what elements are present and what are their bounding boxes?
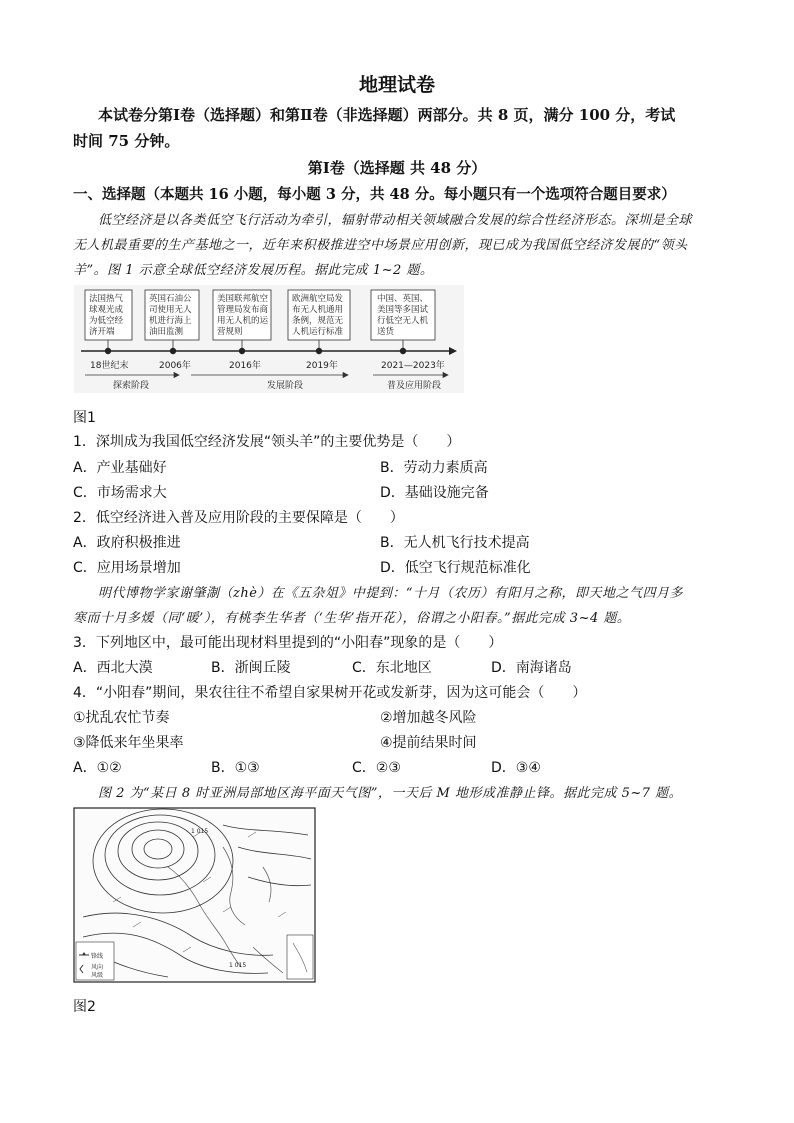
- map-legend: [76, 942, 114, 980]
- intro-line-1: 本试卷分第Ⅰ卷（选择题）和第Ⅱ卷（非选择题）两部分。共 8 页，满分 100 分，考试: [98, 106, 676, 124]
- q4-option-d[interactable]: D．③④: [491, 760, 541, 776]
- isobar-label-2: 1 015: [229, 962, 247, 969]
- q2-stem: 2．低空经济进入普及应用阶段的主要保障是（ ）: [73, 510, 404, 526]
- figure2-weather-map: [73, 807, 316, 983]
- q3-option-c[interactable]: C．东北地区: [352, 660, 432, 676]
- timeline-year-5: 2021—2023年: [381, 361, 445, 371]
- q2-option-d[interactable]: D．低空飞行规范标准化: [380, 560, 531, 576]
- q4-stem: 4．“小阳春”期间，果农往往不希望自家果树开花或发新芽，因为这可能会（ ）: [73, 685, 587, 701]
- timeline-point-2: [170, 348, 176, 354]
- legend-wind-direction: 风向: [91, 964, 104, 971]
- section1-heading: 一、选择题（本题共 16 小题，每小题 3 分，共 48 分。每小题只有一个选项符合题目要求）: [73, 186, 676, 203]
- passage3: 图 2 为“某日 8 时亚洲局部地区海平面天气图”，一天后 M 地形成准静止锋。据此完成 5~7 题。: [98, 786, 683, 801]
- phase-popular: 普及应用阶段: [387, 381, 442, 391]
- timeline-box-3-text: 美国联邦航空管理局发布商用无人机的运营规则: [217, 294, 269, 337]
- q4-statement-3: ③降低来年坐果率: [73, 735, 184, 751]
- q3-option-b[interactable]: B．浙闽丘陵: [211, 660, 291, 676]
- passage1-line-1: 低空经济是以各类低空飞行活动为牵引，辐射带动相关领域融合发展的综合性经济形态。深圳是全球: [98, 213, 693, 228]
- phase-develop: 发展阶段: [267, 381, 304, 391]
- intro-line-2: 时间 75 分钟。: [73, 132, 180, 150]
- timeline-year-4: 2019年: [306, 361, 338, 371]
- timeline-year-3: 2016年: [229, 361, 261, 371]
- q3-option-a[interactable]: A．西北大漠: [73, 660, 153, 676]
- q2-option-a[interactable]: A．政府积极推进: [73, 535, 181, 551]
- timeline-point-1: [105, 348, 111, 354]
- q4-option-a[interactable]: A．①②: [73, 760, 122, 776]
- q1-stem: 1．深圳成为我国低空经济发展“领头羊”的主要优势是（ ）: [73, 434, 461, 450]
- page-title: 地理试卷: [358, 74, 435, 96]
- q4-option-c[interactable]: C．②③: [352, 760, 401, 776]
- q4-option-b[interactable]: B．①③: [211, 760, 260, 776]
- timeline-point-5: [400, 348, 406, 354]
- inset-map: [287, 935, 313, 979]
- q4-statement-1: ①扰乱农忙节奏: [73, 710, 170, 726]
- figure2-caption: 图2: [73, 999, 96, 1015]
- isobar-label-1: 1 015: [191, 828, 209, 835]
- q1-option-b[interactable]: B．劳动力素质高: [380, 460, 488, 476]
- q2-option-b[interactable]: B．无人机飞行技术提高: [380, 535, 530, 551]
- q1-option-c[interactable]: C．市场需求大: [73, 485, 167, 501]
- passage2-line-1: 明代博物学家谢肇淛（zhè）在《五杂俎》中提到：“十月（农历）有阳月之称，即天地之气四月多: [98, 586, 684, 601]
- timeline-year-1: 18世纪末: [90, 361, 129, 371]
- passage1-line-3: 羊”。图 1 示意全球低空经济发展历程。据此完成 1~2 题。: [73, 263, 434, 278]
- q1-option-d[interactable]: D．基础设施完备: [380, 485, 489, 501]
- passage1-line-2: 无人机最重要的生产基地之一，近年来积极推进空中场景应用创新，现已成为我国低空经济发展的“领头: [73, 238, 688, 253]
- timeline-point-4: [316, 348, 322, 354]
- timeline-box-5-text: 中国、英国、美国等多国试行低空无人机送货: [377, 294, 429, 337]
- q3-stem: 3．下列地区中，最可能出现材料里提到的“小阳春”现象的是（ ）: [73, 635, 503, 651]
- legend-wind-level: 风级: [91, 972, 104, 979]
- q4-statement-4: ④提前结果时间: [380, 735, 477, 751]
- timeline-point-3: [239, 348, 245, 354]
- phase-explore: 探索阶段: [113, 381, 150, 391]
- timeline-box-2-text: 英国石油公司使用无人机进行海上油田监测: [149, 294, 192, 337]
- q2-option-c[interactable]: C．应用场景增加: [73, 560, 181, 576]
- legend-front: 锋线: [91, 953, 104, 960]
- timeline-box-4-text: 欧洲航空局发布无人机通用条例，规范无人机运行标准: [292, 294, 344, 337]
- q3-option-d[interactable]: D．南海诸岛: [491, 660, 572, 676]
- timeline-year-2: 2006年: [159, 361, 191, 371]
- q4-statement-2: ②增加越冬风险: [380, 710, 477, 726]
- figure1-caption: 图1: [73, 410, 96, 426]
- figure1-timeline: [73, 284, 465, 394]
- passage2-line-2: 寒而十月多煖（同‘暖’），有桃李生华者（‘生华’指开花），俗谓之小阳春。”据此完成 3~4 题。: [73, 611, 631, 626]
- q1-option-a[interactable]: A．产业基础好: [73, 460, 167, 476]
- part1-title: 第Ⅰ卷（选择题 共 48 分）: [307, 159, 487, 177]
- timeline-box-1-text: 法国热气球观光成为低空经济开端: [89, 294, 124, 337]
